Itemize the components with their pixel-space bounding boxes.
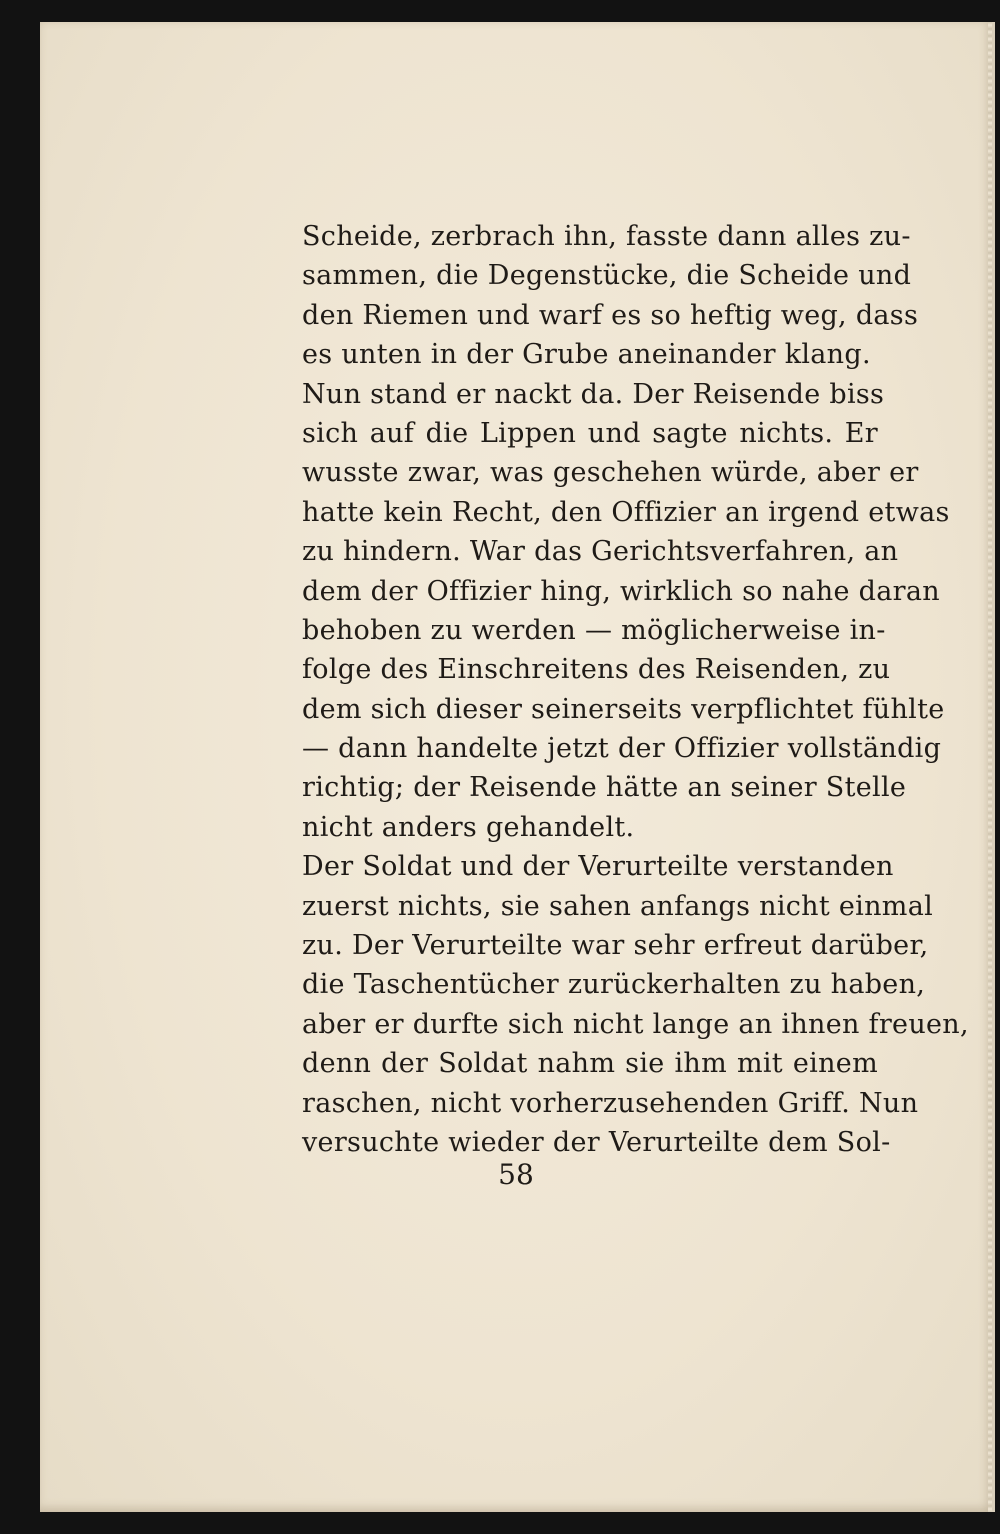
- text-line: zu hindern. War das Gerichtsverfahren, an: [302, 536, 899, 568]
- text-line: aber er durfte sich nicht lange an ihnen freuen,: [302, 1008, 969, 1040]
- text-line: wusste zwar, was geschehen würde, aber er: [302, 457, 919, 489]
- text-line: dem der Offizier hing, wirklich so nahe daran: [302, 575, 940, 607]
- text-line: nicht anders gehandelt.: [302, 811, 635, 843]
- text-line: folge des Einschreitens des Reisenden, zu: [302, 654, 891, 686]
- text-line: zuerst nichts, sie sahen anfangs nicht einmal: [302, 890, 934, 922]
- text-line: es unten in der Grube aneinander klang.: [302, 339, 871, 371]
- text-line: dem sich dieser seinerseits verpflichtet fühlte: [302, 693, 945, 725]
- text-line: zu. Der Verurteilte war sehr erfreut darüber,: [302, 930, 929, 962]
- text-line: die Taschentücher zurückerhalten zu haben,: [302, 969, 926, 1001]
- book-page: [40, 22, 995, 1512]
- text-line: denn der Soldat nahm sie ihm mit einem: [302, 1048, 878, 1080]
- text-line: Nun stand er nackt da. Der Reisende biss: [302, 378, 885, 410]
- text-line: richtig; der Reisende hätte an seiner Stelle: [302, 772, 907, 804]
- text-line: hatte kein Recht, den Offizier an irgend etwas: [302, 496, 950, 528]
- body-text: [302, 217, 969, 1162]
- text-line: behoben zu werden — möglicherweise in-: [302, 614, 886, 646]
- text-line: den Riemen und warf es so heftig weg, dass: [302, 299, 919, 331]
- text-line: versuchte wieder der Verurteilte dem Sol-: [302, 1126, 891, 1158]
- text-line: Scheide, zerbrach ihn, fasste dann alles zu-: [302, 221, 911, 252]
- text-line: raschen, nicht vorherzusehenden Griff. Nun: [302, 1087, 919, 1119]
- page-edge: [988, 22, 992, 1512]
- text-line: sich auf die Lippen und sagte nichts. Er: [302, 417, 878, 449]
- text-line: — dann handelte jetzt der Offizier vollständig: [302, 733, 942, 765]
- text-line: Der Soldat und der Verurteilte verstanden: [302, 851, 894, 883]
- page-number: 58: [498, 1158, 534, 1191]
- text-line: sammen, die Degenstücke, die Scheide und: [302, 260, 912, 292]
